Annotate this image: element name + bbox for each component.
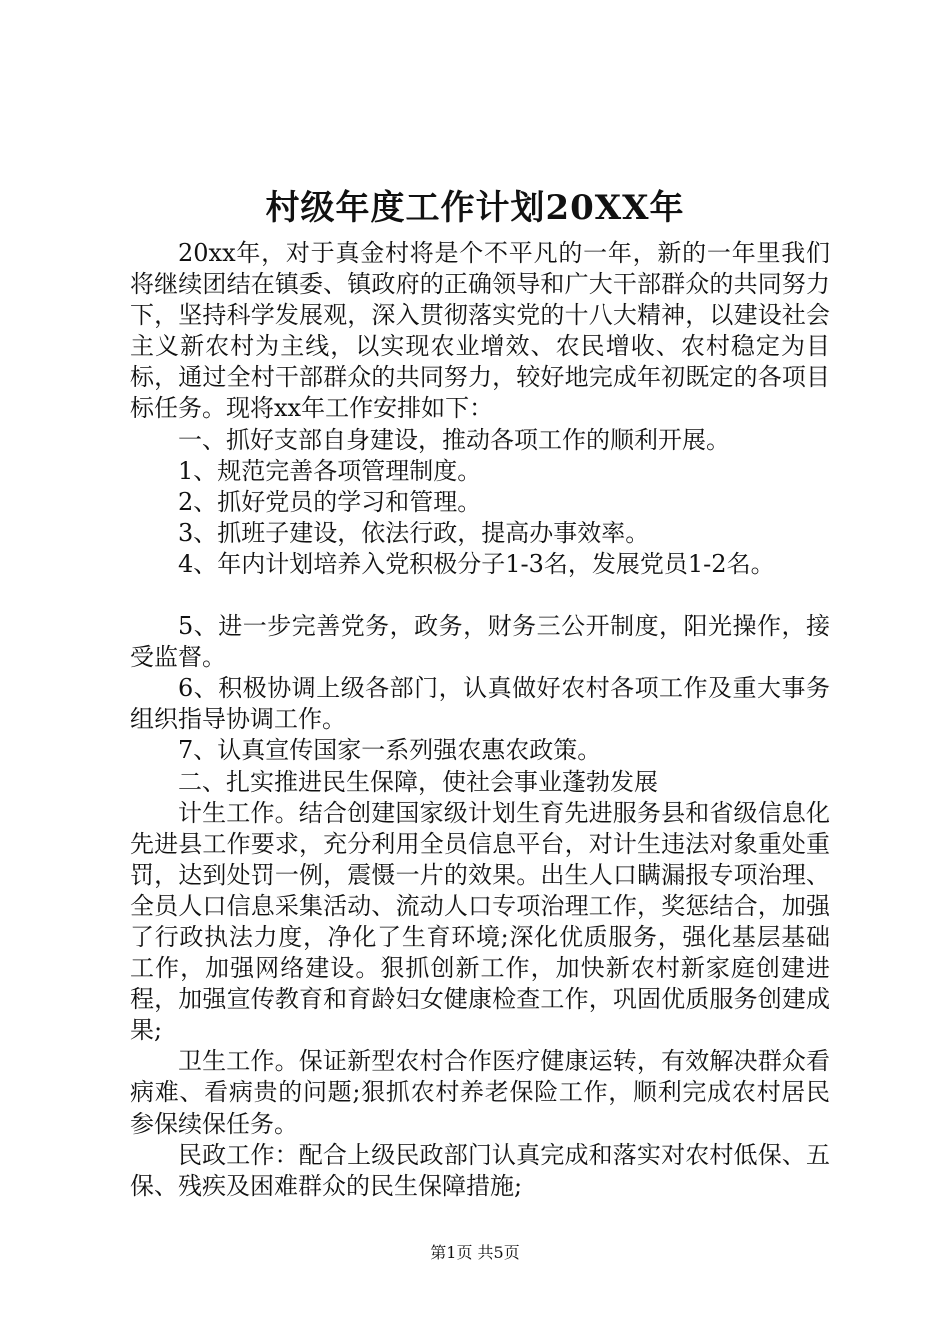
section-heading-1: 一、抓好支部自身建设，推动各项工作的顺利开展。	[178, 425, 730, 454]
list-item: 2、抓好党员的学习和管理。	[178, 487, 482, 516]
body-paragraph: 卫生工作。保证新型农村合作医疗健康运转，有效解决群众看病难、看病贵的问题;狠抓农村养老保险工作，顺利完成农村居民参保续保任务。	[130, 1047, 830, 1138]
document-body	[130, 238, 830, 1202]
body-paragraph: 民政工作：配合上级民政部门认真完成和落实对农村低保、五保、残疾及困难群众的民生保障措施;	[130, 1140, 830, 1200]
list-item: 5、进一步完善党务，政务，财务三公开制度，阳光操作，接受监督。	[130, 612, 830, 672]
list-item: 4、年内计划培养入党积极分子1-3名，发展党员1-2名。	[178, 549, 775, 578]
list-item: 6、积极协调上级各部门，认真做好农村各项工作及重大事务组织指导协调工作。	[130, 674, 830, 734]
page-number: 第1页 共5页	[430, 1243, 520, 1262]
section-heading-2: 二、扎实推进民生保障，使社会事业蓬勃发展	[178, 767, 658, 796]
list-item: 7、认真宣传国家一系列强农惠农政策。	[178, 736, 602, 765]
list-item: 1、规范完善各项管理制度。	[178, 456, 482, 485]
document-title: 村级年度工作计划20XX年	[265, 188, 685, 228]
list-item: 3、抓班子建设，依法行政，提高办事效率。	[178, 518, 650, 547]
intro-paragraph: 20xx年，对于真金村将是个不平凡的一年，新的一年里我们将继续团结在镇委、镇政府的正确领导和广大干部群众的共同努力下，坚持科学发展观，深入贯彻落实党的十八大精神，以建设社会主义新农村为主线，以实现农业增效、农民增收、农村稳定为目标，通过全村干部群众的共同努力，较好地完成年初既定的各项目标任务。现将xx年工作安排如下：	[130, 239, 830, 423]
body-paragraph: 计生工作。结合创建国家级计划生育先进服务县和省级信息化先进县工作要求，充分利用全员信息平台，对计生违法对象重处重罚，达到处罚一例，震慑一片的效果。出生人口瞒漏报专项治理、全员人口信息采集活动、流动人口专项治理工作，奖惩结合，加强了行政执法力度，净化了生育环境;深化优质服务，强化基层基础工作，加强网络建设。狠抓创新工作，加快新农村新家庭创建进程，加强宣传教育和育龄妇女健康检查工作，巩固优质服务创建成果;	[130, 798, 830, 1045]
blank-line	[130, 580, 830, 611]
